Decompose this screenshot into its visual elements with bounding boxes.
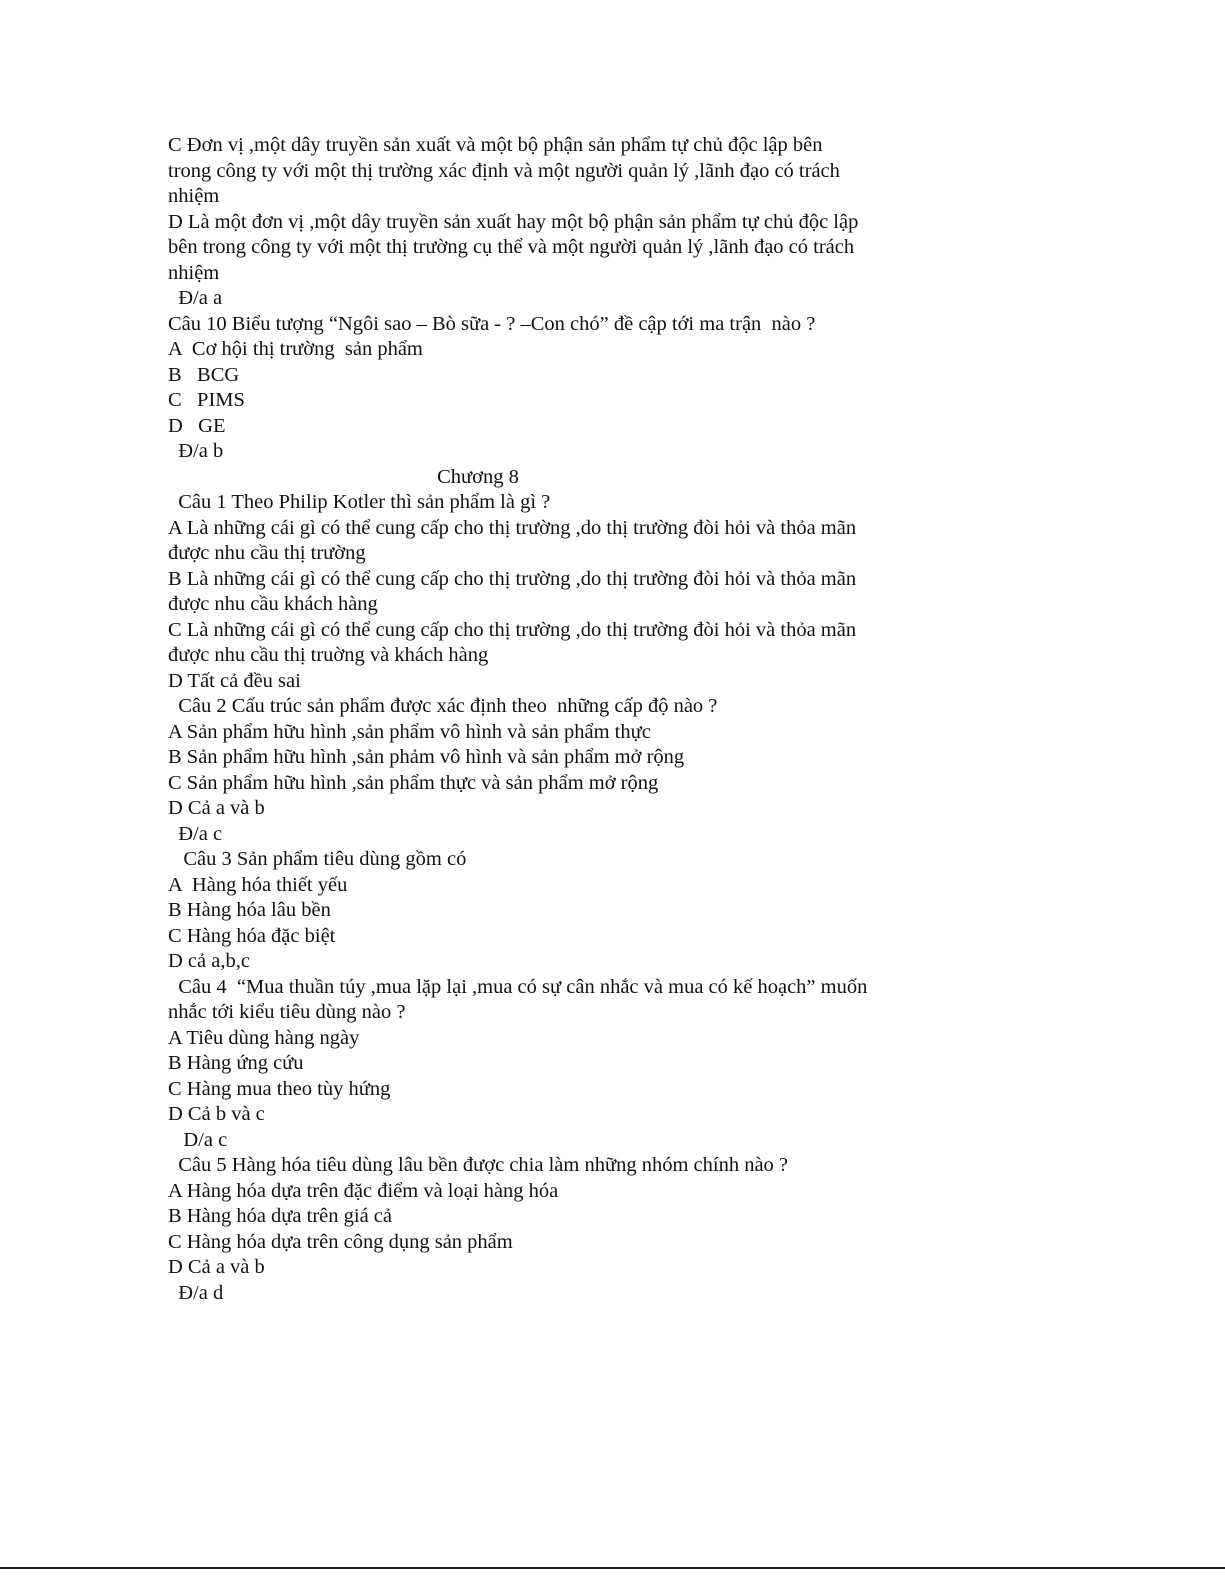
text-line: Đ/a a [168,287,223,309]
text-line: C Hàng mua theo tùy hứng [168,1077,391,1100]
text-line: D/a c [168,1128,228,1151]
text-line: B Hàng ứng cứu [168,1052,304,1074]
text-line: Đ/a b [168,440,224,462]
text-line: A Sản phẩm hữu hình ,sản phẩm vô hình và sản phẩm thực [168,720,651,743]
text-line: C Hàng hóa đặc biệt [168,924,336,947]
text-line: D Tất cả đều sai [168,669,301,692]
text-line: D Cả a và b [168,797,265,819]
page-bottom-divider [0,1567,1225,1569]
text-line: trong công ty với một thị trường xác định và một người quản lý ,lãnh đạo có trách [168,159,840,182]
text-line: D GE [168,414,226,437]
chapter-heading: Chương 8 [437,465,519,488]
text-line: C PIMS [168,389,245,411]
text-line: A Hàng hóa dựa trên đặc điểm và loại hàng hóa [168,1179,559,1202]
text-line: được nhu cầu thị truờng và khách hàng [168,644,489,666]
text-line: nhiệm [168,185,220,207]
text-line: được nhu cầu khách hàng [168,593,378,615]
text-line: nhắc tới kiểu tiêu dùng nào ? [168,1001,406,1023]
text-line: D Cả b và c [168,1103,265,1125]
text-line: A Cơ hội thị trường sản phẩm [168,338,423,360]
text-line: Câu 4 “Mua thuần túy ,mua lặp lại ,mua có sự cân nhắc và mua có kế hoạch” muốn [168,975,868,998]
text-line: B Sản phẩm hữu hình ,sản phảm vô hình và sản phẩm mở rộng [168,746,685,768]
text-line: A Là những cái gì có thể cung cấp cho thị trường ,do thị trường đòi hỏi và thỏa mãn [168,516,857,539]
text-line: B Hàng hóa dựa trên giá cả [168,1205,392,1227]
text-line: B BCG [168,363,240,386]
text-line: A Tiêu dùng hàng ngày [168,1026,360,1049]
text-line: được nhu cầu thị trường [168,542,366,564]
text-line: Câu 3 Sản phẩm tiêu dùng gồm có [168,848,467,870]
text-line: D Cả a và b [168,1256,265,1278]
text-line: bên trong công ty với một thị trường cụ thể và một người quản lý ,lãnh đạo có trách [168,236,855,258]
text-line: Câu 2 Cấu trúc sản phẩm được xác định theo những cấp độ nào ? [168,695,718,717]
text-line: Câu 1 Theo Philip Kotler thì sản phẩm là gì ? [168,491,551,513]
text-line: C Sản phẩm hữu hình ,sản phẩm thực và sản phẩm mở rộng [168,771,659,794]
text-line: D Là một đơn vị ,một dây truyền sản xuất hay một bộ phận sản phẩm tự chủ độc lập [168,210,859,233]
text-line: nhiệm [168,261,220,284]
text-line: C Hàng hóa dựa trên công dụng sản phẩm [168,1230,513,1253]
text-line: B Hàng hóa lâu bền [168,899,331,921]
text-line: C Đơn vị ,một dây truyền sản xuất và một bộ phận sản phẩm tự chủ độc lập bên [168,134,823,156]
document-body [168,133,968,1306]
text-line: Câu 5 Hàng hóa tiêu dùng lâu bền được chia làm những nhóm chính nào ? [168,1154,789,1176]
text-line: B Là những cái gì có thể cung cấp cho thị trường ,do thị trường đòi hỏi và thỏa mãn [168,567,857,590]
text-line: Câu 10 Biểu tượng “Ngôi sao – Bò sữa - ? –Con chó” đề cập tới ma trận nào ? [168,312,816,335]
text-line: Đ/a d [168,1281,224,1304]
text-line: Đ/a c [168,822,223,845]
text-line: D cả a,b,c [168,950,250,972]
text-line: A Hàng hóa thiết yếu [168,873,348,896]
text-line: C Là những cái gì có thể cung cấp cho thị trường ,do thị trường đòi hỏi và thỏa mãn [168,618,857,641]
